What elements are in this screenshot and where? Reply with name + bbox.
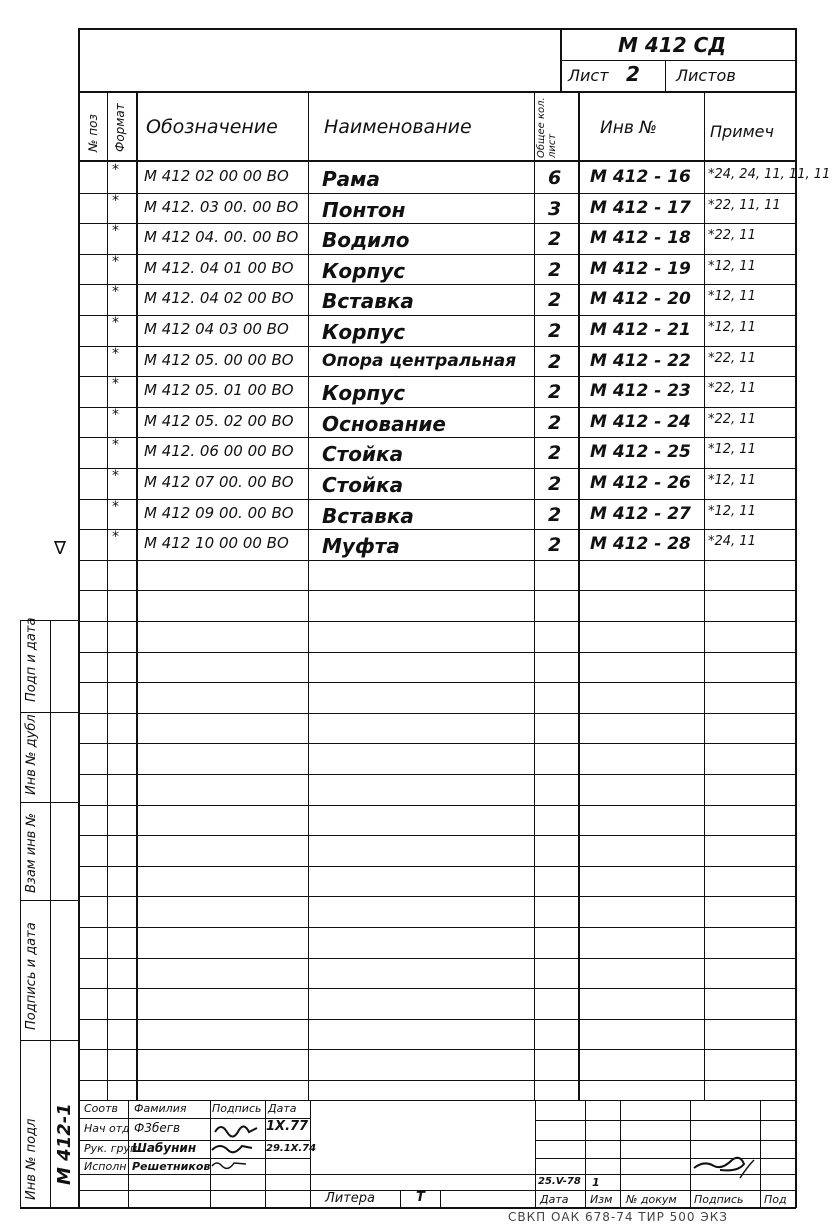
cell-count: 2: [548, 412, 562, 434]
col-pos-header: № поз: [86, 114, 100, 152]
cell-designation: М 412. 04 02 00 ВО: [144, 289, 294, 307]
cell-format: *: [112, 315, 119, 331]
tb-row-d: [80, 1174, 796, 1175]
tb-litera-value: Т: [416, 1190, 425, 1205]
cell-designation: М 412. 04 01 00 ВО: [144, 259, 294, 277]
cell-name: Вставка: [322, 289, 414, 313]
tb-rev-num: 1: [592, 1176, 600, 1189]
cell-name: Понтон: [322, 198, 406, 222]
tb-col-i: [760, 1100, 761, 1208]
cell-designation: М 412 09 00. 00 ВО: [144, 504, 294, 522]
tb-r2-role: Рук. груп: [84, 1142, 138, 1155]
cell-note: *22, 11: [708, 412, 756, 427]
cell-format: *: [112, 376, 119, 392]
tb-r2-date: 29.1X.74: [266, 1143, 317, 1154]
cell-note: *24, 11: [708, 534, 756, 549]
cell-note: *24, 24, 11, 11, 11: [708, 167, 831, 182]
cell-note: *12, 11: [708, 473, 756, 488]
cell-count: 2: [548, 442, 562, 464]
header-sheet-divider: [665, 60, 666, 92]
col-note-header: Примеч: [710, 122, 774, 141]
cell-count: 2: [548, 381, 562, 403]
cell-format: *: [112, 223, 119, 239]
tb-row-e: [80, 1190, 796, 1191]
tb-b-sign: Подпись: [694, 1193, 744, 1206]
cell-inv: М 412 - 16: [590, 167, 691, 187]
cell-note: *12, 11: [708, 259, 756, 274]
cell-designation: М 412 07 00. 00 ВО: [144, 473, 294, 491]
cell-designation: М 412 05. 00 00 ВО: [144, 351, 294, 369]
cell-name: Корпус: [322, 320, 406, 344]
cell-inv: М 412 - 28: [590, 534, 691, 554]
margin-row-5: [20, 1040, 78, 1041]
tb-r3-role: Исполн: [84, 1160, 127, 1173]
cell-format: *: [112, 407, 119, 423]
tb-col-g: [620, 1100, 621, 1208]
margin-col-mid: [50, 620, 51, 1208]
col-format-header: Формат: [113, 103, 127, 152]
row-rule: [80, 927, 796, 928]
tb-litera-col: [400, 1190, 401, 1208]
row-rule: [80, 652, 796, 653]
cell-designation: М 412 10 00 00 ВО: [144, 534, 289, 552]
row-rule: [80, 835, 796, 836]
cell-note: *22, 11: [708, 351, 756, 366]
row-rule: [80, 1019, 796, 1020]
margin-label-3: Взам инв №: [24, 813, 39, 893]
tb-litera-label: Литера: [325, 1191, 376, 1206]
frame-bottom: [20, 1207, 796, 1209]
margin-label-6: М 412-1: [54, 1103, 75, 1185]
header-bottom: [78, 91, 796, 93]
tb-col-f: [585, 1100, 586, 1208]
tb-rev-date: 25.V-78: [538, 1176, 581, 1187]
margin-label-5: Инв № подл: [24, 1118, 39, 1200]
cell-inv: М 412 - 25: [590, 442, 691, 462]
cell-inv: М 412 - 27: [590, 504, 691, 524]
cell-count: 2: [548, 259, 562, 281]
tb-top: [78, 1100, 796, 1101]
tb-col-b: [210, 1100, 211, 1208]
cell-designation: М 412 04 03 00 ВО: [144, 320, 289, 338]
tb-h-role: Соотв: [84, 1102, 119, 1115]
header-rule: [560, 60, 796, 61]
cell-format: *: [112, 193, 119, 209]
sheet-number: 2: [626, 62, 640, 86]
cell-format: *: [112, 437, 119, 453]
tb-b-sign2: Под: [764, 1193, 787, 1206]
cell-name: Корпус: [322, 381, 406, 405]
table-row: [0, 529, 835, 559]
tb-col-c: [265, 1100, 266, 1208]
table-row: [0, 223, 835, 253]
cell-format: *: [112, 162, 119, 178]
cell-count: 2: [548, 320, 562, 342]
table-row: [0, 254, 835, 284]
cell-designation: М 412. 03 00. 00 ВО: [144, 198, 299, 216]
margin-label-4: Подпись и дата: [24, 922, 39, 1030]
tb-r-row-3: [535, 1158, 796, 1159]
row-rule: [80, 1080, 796, 1081]
cell-inv: М 412 - 26: [590, 473, 691, 493]
row-rule: [80, 896, 796, 897]
row-rule: [80, 774, 796, 775]
cell-count: 2: [548, 289, 562, 311]
cell-name: Стойка: [322, 473, 404, 497]
cell-inv: М 412 - 23: [590, 381, 691, 401]
cell-designation: М 412 05. 01 00 ВО: [144, 381, 294, 399]
tb-h-sign: Подпись: [212, 1102, 262, 1115]
cell-name: Водило: [322, 228, 410, 252]
cell-name: Корпус: [322, 259, 406, 283]
tb-col-e: [535, 1100, 536, 1208]
cell-inv: М 412 - 18: [590, 228, 691, 248]
row-rule: [80, 590, 796, 591]
table-row: [0, 376, 835, 406]
cell-note: *22, 11: [708, 228, 756, 243]
cell-format: *: [112, 499, 119, 515]
tb-r3-name: Решетников: [132, 1160, 211, 1173]
table-row: [0, 284, 835, 314]
table-row: [0, 407, 835, 437]
cell-inv: М 412 - 19: [590, 259, 691, 279]
cell-count: 2: [548, 534, 562, 556]
cell-count: 2: [548, 351, 562, 373]
row-rule: [80, 713, 796, 714]
cell-inv: М 412 - 24: [590, 412, 691, 432]
tb-h-date: Дата: [268, 1102, 297, 1115]
table-row: [0, 315, 835, 345]
tb-col-h: [690, 1100, 691, 1208]
tb-r1-name: Ф3бегв: [134, 1121, 181, 1135]
cell-designation: М 412. 06 00 00 ВО: [144, 442, 294, 460]
cell-format: *: [112, 529, 119, 545]
margin-row-2: [20, 712, 78, 713]
cell-count: 6: [548, 167, 562, 189]
tb-h-name: Фамилия: [134, 1102, 187, 1115]
cell-count: 2: [548, 228, 562, 250]
row-rule: [80, 866, 796, 867]
cell-format: *: [112, 254, 119, 270]
margin-col-left: [20, 620, 21, 1208]
cell-format: *: [112, 346, 119, 362]
col-inv-header: Инв №: [600, 118, 657, 138]
print-stamp: СВКП ОАК 678-74 ТИР 500 ЭКЗ: [508, 1210, 728, 1224]
sheets-label: Листов: [676, 66, 736, 85]
row-rule: [80, 805, 796, 806]
cell-name: Стойка: [322, 442, 404, 466]
tb-b-date: Дата: [540, 1193, 569, 1206]
tb-row-c: [80, 1158, 310, 1159]
cell-designation: М 412 04. 00. 00 ВО: [144, 228, 299, 246]
tb-r1-role: Нач отд: [84, 1122, 130, 1135]
row-rule: [80, 743, 796, 744]
triangle-mark-icon: ∇: [54, 538, 67, 559]
cell-name: Вставка: [322, 504, 414, 528]
col-count-header: Общее кол. лист: [536, 97, 558, 158]
tb-r-row-1: [535, 1120, 796, 1121]
tb-col-d: [310, 1100, 311, 1208]
margin-label-1: Подп и дата: [24, 617, 39, 702]
tb-r-row-2: [535, 1140, 796, 1141]
tb-b-izm: Изм: [590, 1193, 613, 1206]
row-rule: [80, 682, 796, 683]
cell-inv: М 412 - 17: [590, 198, 691, 218]
tb-r2-name: Шабунин: [132, 1141, 197, 1155]
cell-count: 2: [548, 504, 562, 526]
cell-name: Муфта: [322, 534, 400, 558]
tb-b-doc: № докум: [626, 1193, 677, 1206]
row-rule: [80, 1049, 796, 1050]
row-rule: [80, 560, 796, 561]
table-row: [0, 499, 835, 529]
cell-name: Опора центральная: [322, 351, 517, 371]
table-row: [0, 437, 835, 467]
frame-top: [78, 28, 796, 30]
cell-note: *12, 11: [708, 289, 756, 304]
cell-note: *12, 11: [708, 442, 756, 457]
cell-note: *12, 11: [708, 320, 756, 335]
cell-designation: М 412 05. 02 00 ВО: [144, 412, 294, 430]
cell-inv: М 412 - 21: [590, 320, 691, 340]
row-rule: [80, 958, 796, 959]
cell-note: *22, 11: [708, 381, 756, 396]
col-designation-header: Обозначение: [146, 116, 278, 138]
margin-row-3: [20, 802, 78, 803]
row-rule: [80, 988, 796, 989]
cell-count: 3: [548, 198, 562, 220]
row-rule: [80, 621, 796, 622]
cell-inv: М 412 - 20: [590, 289, 691, 309]
cell-name: Основание: [322, 412, 446, 436]
cell-inv: М 412 - 22: [590, 351, 691, 371]
tb-litera-col2: [440, 1190, 441, 1208]
table-row: [0, 468, 835, 498]
table-row: [0, 346, 835, 376]
cell-format: *: [112, 284, 119, 300]
cell-note: *12, 11: [708, 504, 756, 519]
cell-name: Рама: [322, 167, 380, 191]
cell-count: 2: [548, 473, 562, 495]
tb-r1-date: 1X.77: [266, 1119, 309, 1134]
table-row: [0, 193, 835, 223]
cell-format: *: [112, 468, 119, 484]
table-row: [0, 162, 835, 192]
doc-code: М 412 СД: [618, 33, 727, 57]
cell-designation: М 412 02 00 00 ВО: [144, 167, 289, 185]
cell-note: *22, 11, 11: [708, 198, 781, 213]
margin-row-4: [20, 900, 78, 901]
sheet-label: Лист: [568, 66, 609, 85]
margin-label-2: Инв № дубл: [24, 714, 39, 795]
col-name-header: Наименование: [324, 116, 472, 138]
